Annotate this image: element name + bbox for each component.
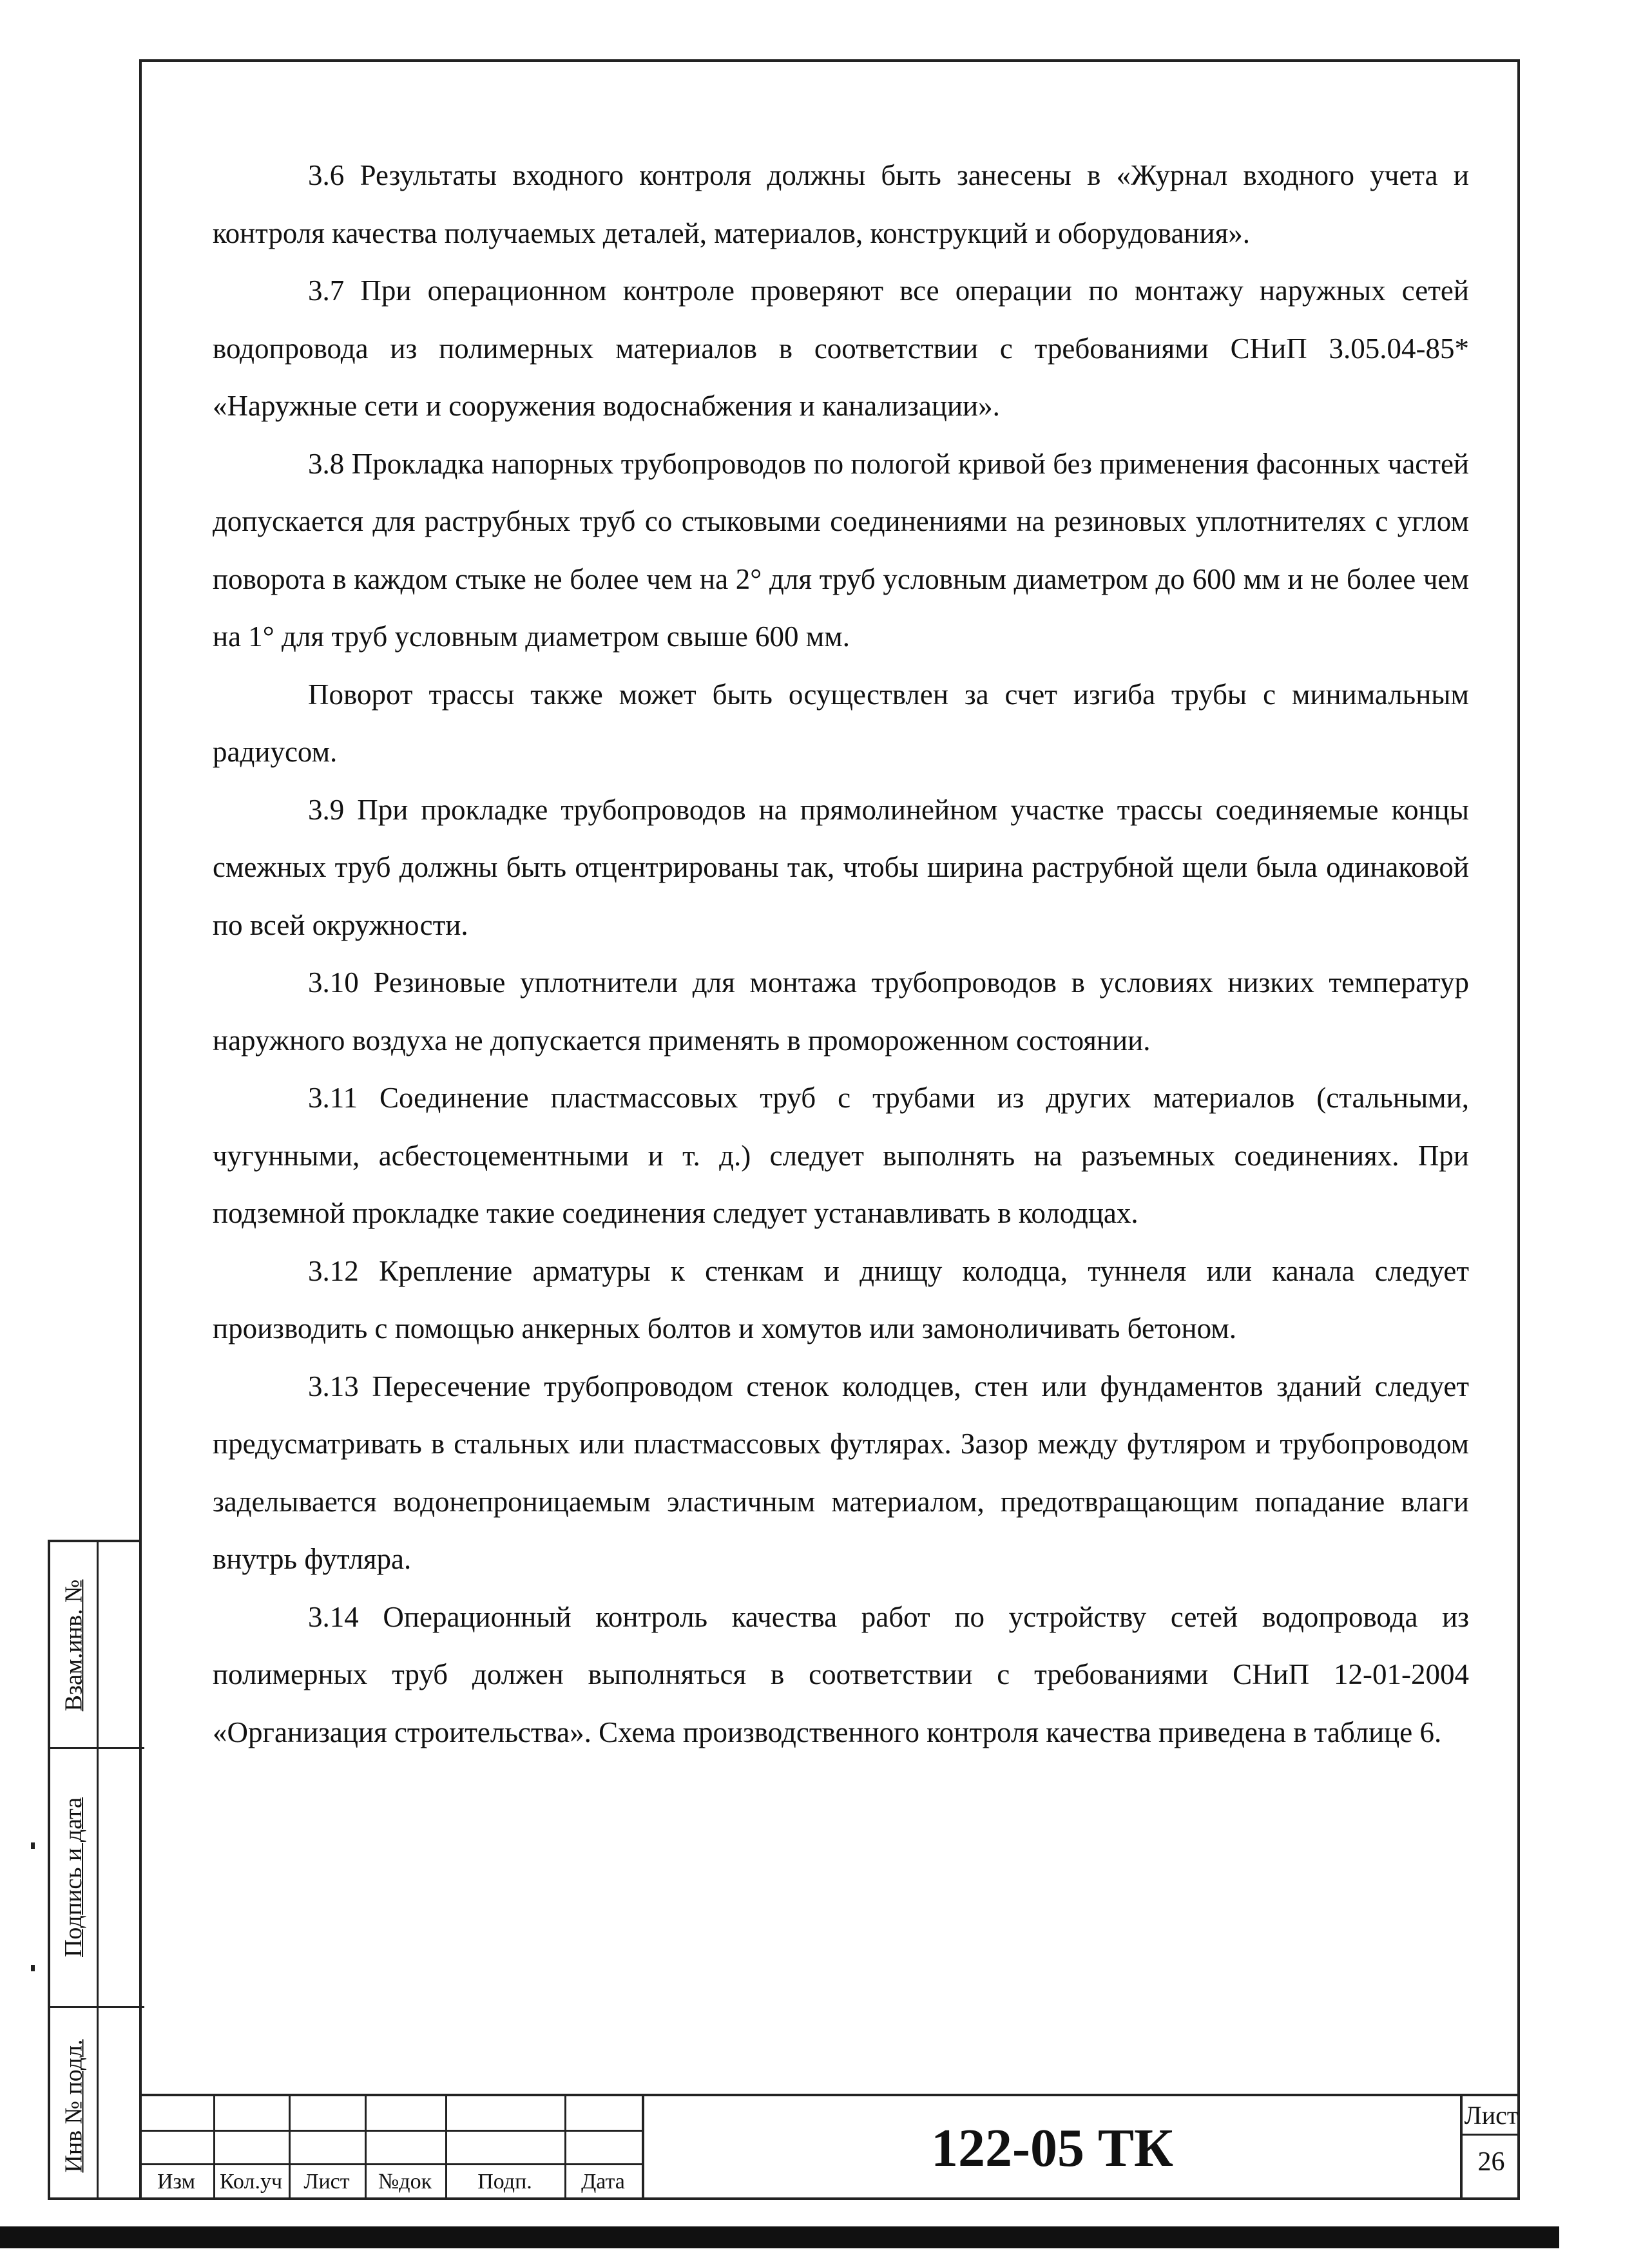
paragraph-turn: Поворот трассы также может быть осуществлен за счет изгиба трубы с минимальным радиусом. — [213, 678, 1469, 768]
sheet-number: 26 — [1477, 2147, 1505, 2177]
col-change: Изм — [157, 2170, 196, 2194]
paragraph-3-8: 3.8 Прокладка напорных трубопроводов по пологой кривой без применения фасонных частей допускается для раструбных труб со стыковыми соединениями на резиновых уплотнителях с углом поворота в каждом стыке не более чем на 2° для труб условным диаметром до 600 мм и не более чем на 1° для труб условным диаметром свыше 600 мм. — [213, 447, 1469, 653]
paragraph-3-12: 3.12 Крепление арматуры к стенкам и днищу колодца, туннеля или канала следует производить с помощью анкерных болтов и хомутов или замоноличивать бетоном. — [213, 1254, 1469, 1344]
title-block — [139, 2094, 1520, 2200]
paragraph-3-11: 3.11 Соединение пластмассовых труб с трубами из других материалов (стальными, чугунными, асбестоцементными и т. д.) следует выполнять на разъемных соединениях. При подземной прокладке такие соединения следует устанавливать в колодцах. — [213, 1082, 1469, 1229]
document-body — [213, 147, 1469, 1761]
sheet-number-cell — [1460, 2096, 1520, 2200]
col-date: Дата — [581, 2170, 625, 2194]
signature-date-label: Подпись и дата — [60, 1797, 88, 1958]
revision-table — [139, 2096, 642, 2200]
paragraph-3-14: 3.14 Операционный контроль качества работ по устройству сетей водопровода из полимерных труб должен выполняться в соответствии с требованиями СНиП 12-01-2004 «Организация строительства». Схема производственного контроля качества приведена в таблице 6. — [213, 1600, 1469, 1748]
paragraph-3-7: 3.7 При операционном контроле проверяют все операции по монтажу наружных сетей водопровода из полимерных материалов в соответствии с требованиями СНиП 3.05.04-85* «Наружные сети и сооружения водоснабжения и канализации». — [213, 274, 1469, 422]
original-inv-label: Инв № подл. — [60, 2039, 88, 2173]
scan-mark — [31, 1965, 35, 1971]
scan-edge-bar — [0, 2226, 1559, 2248]
side-stamp — [48, 1540, 142, 2200]
document-code: 122-05 ТК — [642, 2096, 1460, 2200]
sheet-label: Лист — [1464, 2101, 1519, 2130]
paragraph-3-6: 3.6 Результаты входного контроля должны быть занесены в «Журнал входного учета и контроля качества получаемых деталей, материалов, конструкций и оборудования». — [213, 159, 1469, 249]
col-quantity: Кол.уч — [219, 2170, 283, 2194]
paragraph-3-13: 3.13 Пересечение трубопроводом стенок колодцев, стен или фундаментов зданий следует предусматривать в стальных или пластмассовых футлярах. Зазор между футляром и трубопроводом заделывается водонепроницаемым эластичным материалом, предотвращающим попадание влаги внутрь футляра. — [213, 1370, 1469, 1575]
col-signature: Подп. — [477, 2170, 532, 2194]
paragraph-3-10: 3.10 Резиновые уплотнители для монтажа трубопроводов в условиях низких температур наружного воздуха не допускается применять в промороженном состоянии. — [213, 966, 1469, 1057]
scan-mark — [31, 1842, 35, 1849]
col-doc-number: №док — [378, 2170, 432, 2194]
replaced-inv-label: Взам.инв. № — [60, 1579, 88, 1712]
paragraph-3-9: 3.9 При прокладке трубопроводов на прямолинейном участке трассы соединяемые концы смежных труб должны быть отцентрированы так, чтобы ширина раструбной щели была одинаковой по всей окружности. — [213, 793, 1469, 941]
col-sheet: Лист — [303, 2170, 350, 2194]
